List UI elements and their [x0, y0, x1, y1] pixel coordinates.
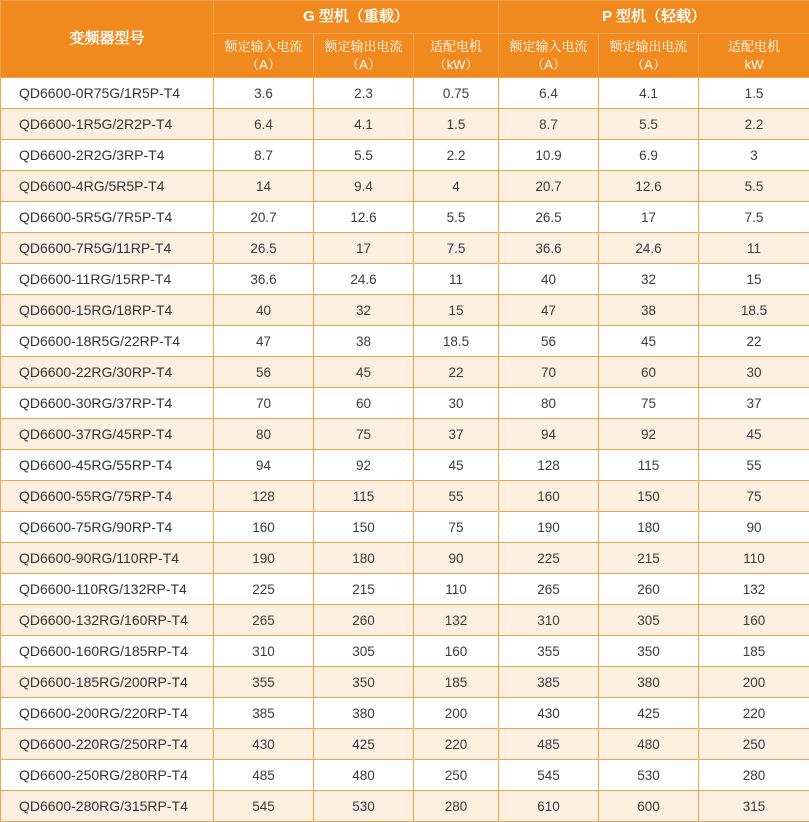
cell-g-output-current: 5.5	[314, 140, 414, 171]
header-g-input-current-line2: （A）	[216, 56, 311, 74]
cell-g-motor-power: 132	[414, 605, 499, 636]
cell-p-motor-power: 280	[699, 760, 809, 791]
cell-model: QD6600-250RG/280RP-T4	[1, 760, 214, 791]
header-p-motor-power	[699, 34, 809, 78]
cell-g-output-current: 17	[314, 233, 414, 264]
cell-p-motor-power: 220	[699, 698, 809, 729]
cell-model: QD6600-185RG/200RP-T4	[1, 667, 214, 698]
cell-g-input-current: 485	[214, 760, 314, 791]
cell-g-output-current: 92	[314, 450, 414, 481]
cell-g-output-current: 350	[314, 667, 414, 698]
cell-g-input-current: 545	[214, 791, 314, 822]
cell-p-input-current: 310	[499, 605, 599, 636]
cell-g-output-current: 260	[314, 605, 414, 636]
cell-p-input-current: 355	[499, 636, 599, 667]
cell-model: QD6600-280RG/315RP-T4	[1, 791, 214, 822]
cell-g-input-current: 3.6	[214, 78, 314, 109]
cell-g-output-current: 150	[314, 512, 414, 543]
table-header	[1, 1, 809, 78]
cell-g-output-current: 480	[314, 760, 414, 791]
cell-p-output-current: 92	[599, 419, 699, 450]
cell-p-input-current: 265	[499, 574, 599, 605]
cell-g-input-current: 47	[214, 326, 314, 357]
table-row	[1, 264, 809, 295]
cell-g-input-current: 128	[214, 481, 314, 512]
cell-p-output-current: 480	[599, 729, 699, 760]
cell-p-motor-power: 185	[699, 636, 809, 667]
cell-p-input-current: 430	[499, 698, 599, 729]
cell-model: QD6600-200RG/220RP-T4	[1, 698, 214, 729]
cell-p-motor-power: 200	[699, 667, 809, 698]
cell-model: QD6600-37RG/45RP-T4	[1, 419, 214, 450]
cell-p-output-current: 5.5	[599, 109, 699, 140]
cell-g-output-current: 530	[314, 791, 414, 822]
cell-p-motor-power: 7.5	[699, 202, 809, 233]
table-row	[1, 605, 809, 636]
cell-model: QD6600-4RG/5R5P-T4	[1, 171, 214, 202]
cell-p-motor-power: 15	[699, 264, 809, 295]
cell-g-motor-power: 18.5	[414, 326, 499, 357]
cell-g-input-current: 94	[214, 450, 314, 481]
cell-g-output-current: 12.6	[314, 202, 414, 233]
cell-g-motor-power: 250	[414, 760, 499, 791]
cell-g-input-current: 40	[214, 295, 314, 326]
cell-model: QD6600-22RG/30RP-T4	[1, 357, 214, 388]
cell-p-motor-power: 45	[699, 419, 809, 450]
cell-g-output-current: 180	[314, 543, 414, 574]
cell-p-output-current: 350	[599, 636, 699, 667]
cell-g-input-current: 160	[214, 512, 314, 543]
cell-p-input-current: 545	[499, 760, 599, 791]
cell-p-output-current: 38	[599, 295, 699, 326]
cell-model: QD6600-2R2G/3RP-T4	[1, 140, 214, 171]
cell-p-motor-power: 55	[699, 450, 809, 481]
cell-g-motor-power: 75	[414, 512, 499, 543]
cell-g-motor-power: 11	[414, 264, 499, 295]
cell-p-motor-power: 18.5	[699, 295, 809, 326]
cell-model: QD6600-5R5G/7R5P-T4	[1, 202, 214, 233]
cell-p-input-current: 80	[499, 388, 599, 419]
cell-p-motor-power: 22	[699, 326, 809, 357]
cell-g-output-current: 380	[314, 698, 414, 729]
table-row	[1, 481, 809, 512]
cell-g-input-current: 56	[214, 357, 314, 388]
cell-g-input-current: 80	[214, 419, 314, 450]
cell-g-motor-power: 280	[414, 791, 499, 822]
cell-p-input-current: 225	[499, 543, 599, 574]
cell-model: QD6600-90RG/110RP-T4	[1, 543, 214, 574]
cell-g-input-current: 385	[214, 698, 314, 729]
cell-p-output-current: 260	[599, 574, 699, 605]
cell-model: QD6600-0R75G/1R5P-T4	[1, 78, 214, 109]
cell-model: QD6600-75RG/90RP-T4	[1, 512, 214, 543]
table-row	[1, 78, 809, 109]
cell-g-motor-power: 4	[414, 171, 499, 202]
cell-g-input-current: 8.7	[214, 140, 314, 171]
cell-g-input-current: 20.7	[214, 202, 314, 233]
table-row	[1, 233, 809, 264]
cell-model: QD6600-110RG/132RP-T4	[1, 574, 214, 605]
cell-g-input-current: 265	[214, 605, 314, 636]
cell-g-output-current: 9.4	[314, 171, 414, 202]
cell-p-input-current: 8.7	[499, 109, 599, 140]
cell-p-input-current: 190	[499, 512, 599, 543]
cell-p-input-current: 56	[499, 326, 599, 357]
cell-g-motor-power: 7.5	[414, 233, 499, 264]
cell-p-motor-power: 315	[699, 791, 809, 822]
header-g-motor-power	[414, 34, 499, 78]
cell-g-output-current: 305	[314, 636, 414, 667]
header-g-output-current-line1: 额定输出电流	[316, 38, 411, 56]
cell-p-output-current: 17	[599, 202, 699, 233]
cell-p-input-current: 610	[499, 791, 599, 822]
cell-p-output-current: 600	[599, 791, 699, 822]
table-row	[1, 171, 809, 202]
header-p-input-current-line2: （A）	[501, 56, 596, 74]
cell-p-input-current: 385	[499, 667, 599, 698]
cell-p-output-current: 24.6	[599, 233, 699, 264]
cell-p-motor-power: 1.5	[699, 78, 809, 109]
cell-g-output-current: 60	[314, 388, 414, 419]
table-row	[1, 543, 809, 574]
cell-g-output-current: 4.1	[314, 109, 414, 140]
cell-p-motor-power: 90	[699, 512, 809, 543]
cell-model: QD6600-15RG/18RP-T4	[1, 295, 214, 326]
cell-g-motor-power: 22	[414, 357, 499, 388]
header-g-input-current-line1: 额定输入电流	[216, 38, 311, 56]
cell-p-output-current: 150	[599, 481, 699, 512]
table-row	[1, 698, 809, 729]
cell-g-motor-power: 0.75	[414, 78, 499, 109]
table-row	[1, 109, 809, 140]
header-g-output-current-line2: （A）	[316, 56, 411, 74]
cell-p-input-current: 40	[499, 264, 599, 295]
cell-p-input-current: 128	[499, 450, 599, 481]
cell-p-motor-power: 160	[699, 605, 809, 636]
cell-p-input-current: 10.9	[499, 140, 599, 171]
cell-g-input-current: 6.4	[214, 109, 314, 140]
cell-g-motor-power: 45	[414, 450, 499, 481]
cell-p-motor-power: 2.2	[699, 109, 809, 140]
cell-model: QD6600-1R5G/2R2P-T4	[1, 109, 214, 140]
cell-g-motor-power: 55	[414, 481, 499, 512]
cell-model: QD6600-30RG/37RP-T4	[1, 388, 214, 419]
cell-p-output-current: 6.9	[599, 140, 699, 171]
cell-model: QD6600-7R5G/11RP-T4	[1, 233, 214, 264]
table-row	[1, 419, 809, 450]
cell-p-input-current: 94	[499, 419, 599, 450]
cell-g-motor-power: 220	[414, 729, 499, 760]
cell-g-output-current: 215	[314, 574, 414, 605]
cell-g-motor-power: 37	[414, 419, 499, 450]
table-row	[1, 729, 809, 760]
cell-g-input-current: 190	[214, 543, 314, 574]
cell-p-output-current: 305	[599, 605, 699, 636]
table-row	[1, 791, 809, 822]
header-p-output-current-line1: 额定输出电流	[601, 38, 696, 56]
cell-p-output-current: 60	[599, 357, 699, 388]
cell-g-output-current: 38	[314, 326, 414, 357]
cell-p-motor-power: 11	[699, 233, 809, 264]
cell-g-output-current: 75	[314, 419, 414, 450]
cell-p-output-current: 530	[599, 760, 699, 791]
table-row	[1, 140, 809, 171]
table-row	[1, 295, 809, 326]
header-p-input-current-line1: 额定输入电流	[501, 38, 596, 56]
cell-p-motor-power: 75	[699, 481, 809, 512]
cell-model: QD6600-11RG/15RP-T4	[1, 264, 214, 295]
cell-p-input-current: 70	[499, 357, 599, 388]
cell-p-motor-power: 110	[699, 543, 809, 574]
header-group-g: G 型机（重载）	[214, 1, 499, 34]
cell-p-output-current: 32	[599, 264, 699, 295]
cell-g-input-current: 430	[214, 729, 314, 760]
cell-g-input-current: 36.6	[214, 264, 314, 295]
table-row	[1, 326, 809, 357]
cell-g-input-current: 355	[214, 667, 314, 698]
cell-g-motor-power: 2.2	[414, 140, 499, 171]
table-row	[1, 667, 809, 698]
header-row-groups	[1, 1, 809, 34]
cell-p-output-current: 215	[599, 543, 699, 574]
header-g-input-current	[214, 34, 314, 78]
cell-g-output-current: 425	[314, 729, 414, 760]
cell-g-input-current: 70	[214, 388, 314, 419]
cell-p-input-current: 20.7	[499, 171, 599, 202]
table-body	[1, 78, 809, 822]
cell-g-motor-power: 110	[414, 574, 499, 605]
header-p-output-current	[599, 34, 699, 78]
cell-p-input-current: 160	[499, 481, 599, 512]
table-row	[1, 202, 809, 233]
cell-g-output-current: 45	[314, 357, 414, 388]
header-g-output-current	[314, 34, 414, 78]
cell-g-motor-power: 1.5	[414, 109, 499, 140]
cell-g-motor-power: 90	[414, 543, 499, 574]
header-p-motor-power-line2: kW	[701, 56, 807, 74]
header-p-output-current-line2: （A）	[601, 56, 696, 74]
cell-g-output-current: 115	[314, 481, 414, 512]
cell-g-motor-power: 160	[414, 636, 499, 667]
cell-model: QD6600-18R5G/22RP-T4	[1, 326, 214, 357]
header-model: 变频器型号	[1, 1, 214, 78]
cell-p-input-current: 485	[499, 729, 599, 760]
cell-g-input-current: 225	[214, 574, 314, 605]
header-g-motor-power-line1: 适配电机	[416, 38, 496, 56]
cell-g-input-current: 26.5	[214, 233, 314, 264]
cell-p-motor-power: 3	[699, 140, 809, 171]
table-row	[1, 574, 809, 605]
cell-model: QD6600-55RG/75RP-T4	[1, 481, 214, 512]
cell-p-output-current: 425	[599, 698, 699, 729]
cell-p-input-current: 26.5	[499, 202, 599, 233]
header-group-p: P 型机（轻载）	[499, 1, 809, 34]
cell-model: QD6600-160RG/185RP-T4	[1, 636, 214, 667]
cell-p-motor-power: 37	[699, 388, 809, 419]
cell-p-input-current: 47	[499, 295, 599, 326]
table-row	[1, 512, 809, 543]
cell-p-output-current: 75	[599, 388, 699, 419]
cell-g-motor-power: 200	[414, 698, 499, 729]
cell-p-output-current: 45	[599, 326, 699, 357]
cell-p-motor-power: 30	[699, 357, 809, 388]
cell-model: QD6600-45RG/55RP-T4	[1, 450, 214, 481]
cell-p-output-current: 4.1	[599, 78, 699, 109]
cell-p-output-current: 180	[599, 512, 699, 543]
cell-p-output-current: 115	[599, 450, 699, 481]
cell-model: QD6600-220RG/250RP-T4	[1, 729, 214, 760]
table-row	[1, 357, 809, 388]
table-row	[1, 450, 809, 481]
cell-g-motor-power: 30	[414, 388, 499, 419]
cell-p-output-current: 12.6	[599, 171, 699, 202]
header-p-input-current	[499, 34, 599, 78]
table-row	[1, 636, 809, 667]
header-g-motor-power-line2: （kW）	[416, 56, 496, 74]
cell-p-output-current: 380	[599, 667, 699, 698]
cell-p-motor-power: 5.5	[699, 171, 809, 202]
cell-g-input-current: 14	[214, 171, 314, 202]
table-row	[1, 388, 809, 419]
cell-p-motor-power: 132	[699, 574, 809, 605]
header-p-motor-power-line1: 适配电机	[701, 38, 807, 56]
cell-g-motor-power: 15	[414, 295, 499, 326]
cell-g-output-current: 32	[314, 295, 414, 326]
table-row	[1, 760, 809, 791]
cell-p-input-current: 6.4	[499, 78, 599, 109]
cell-p-input-current: 36.6	[499, 233, 599, 264]
cell-g-input-current: 310	[214, 636, 314, 667]
cell-model: QD6600-132RG/160RP-T4	[1, 605, 214, 636]
cell-g-output-current: 24.6	[314, 264, 414, 295]
cell-p-motor-power: 250	[699, 729, 809, 760]
cell-g-motor-power: 185	[414, 667, 499, 698]
cell-g-motor-power: 5.5	[414, 202, 499, 233]
cell-g-output-current: 2.3	[314, 78, 414, 109]
